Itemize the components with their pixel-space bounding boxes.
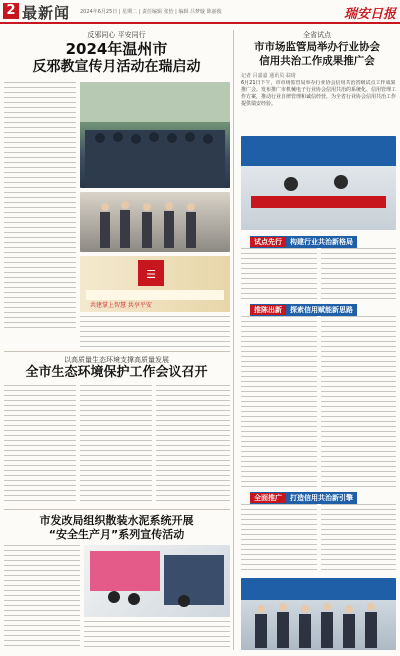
page-header	[0, 0, 400, 24]
subhead-1	[250, 236, 357, 248]
subhead-3	[250, 492, 357, 504]
event-illustration	[84, 545, 230, 617]
crowd-illustration	[80, 82, 230, 188]
meeting-illustration	[241, 136, 396, 230]
safety-headline-line1: 市发改局组织散装水泥系统开展	[39, 514, 194, 527]
market-intro: 6月21日下午，市市场监管局举办行业协会信用共治省级试点工作成果推广会。发布推广市机械电子行业协会信用共治的系统化、信用管理工作方案，推动行业自律管理和诚信经营，为全省行业协会信用共治工作提供瑞安经验。	[241, 80, 396, 107]
market-photo-1	[241, 136, 396, 230]
eco-body-col3	[156, 385, 230, 505]
safety-body-col1	[4, 545, 80, 649]
market-body-s3b	[321, 504, 396, 574]
column-divider	[233, 30, 234, 650]
safety-body-col2	[84, 621, 230, 649]
main-headline-line1: 2024年温州市	[65, 40, 168, 58]
main-headline-line2: 反邪教宣传月活动在瑞启动	[32, 59, 201, 75]
main-photo-3	[80, 256, 230, 312]
main-banner-text: 共建掌上智慧 共享平安	[90, 302, 152, 309]
market-body-s1a	[241, 248, 317, 300]
subhead-2-text: 探索信用赋能新思路	[290, 306, 353, 314]
people-illustration	[80, 192, 230, 252]
market-byline: 记者 吕嘉嘉 通讯员 翁琦	[241, 73, 296, 79]
section-title: 最新闻	[22, 4, 71, 22]
newspaper-masthead: 瑞安日报	[343, 7, 396, 22]
page-number: 2	[3, 3, 19, 19]
eco-body-col1	[4, 385, 76, 505]
market-body-s1b	[321, 248, 396, 300]
market-headline-line2: 信用共治工作成果推广会	[259, 55, 375, 67]
market-body-s2a	[241, 316, 317, 488]
subhead-2	[250, 304, 357, 316]
market-headline-line1: 市市场监管局举办行业协会	[254, 41, 380, 53]
main-body-bottom	[80, 316, 230, 348]
eco-headline: 全市生态环境保护工作会议召开	[25, 365, 208, 380]
subhead-3-tag: 全面推广	[250, 493, 286, 503]
subhead-1-text: 构建行业共治新格局	[290, 238, 353, 246]
subhead-3-text: 打造信用共治新引擎	[290, 494, 353, 502]
safety-photo	[84, 545, 230, 617]
eco-kicker: 以高质量生态环境支撑高质量发展	[64, 356, 169, 364]
market-photo-2	[241, 578, 396, 650]
market-body-s3a	[241, 504, 317, 574]
eco-body-col2	[80, 385, 152, 505]
divider-1	[4, 351, 230, 352]
subhead-1-tag: 试点先行	[250, 237, 286, 247]
divider-2	[4, 509, 230, 510]
safety-headline-line2: “安全生产月”系列宣传活动	[48, 528, 185, 541]
main-body-column1	[4, 82, 76, 332]
issue-meta: 2024年6月25日 | 星期二 | 责任编辑 张怡 | 编辑 吕梦璇 陈丽俊	[80, 9, 222, 15]
market-kicker: 全省试点	[303, 31, 331, 39]
subhead-2-tag: 推陈出新	[250, 305, 286, 315]
main-photo-2	[80, 192, 230, 252]
market-body-s2b	[321, 316, 396, 488]
svg-text:☰: ☰	[146, 268, 156, 281]
main-kicker: 反邪同心 平安同行	[87, 31, 146, 39]
main-photo-1	[80, 82, 230, 188]
group-photo-illustration	[241, 578, 396, 650]
